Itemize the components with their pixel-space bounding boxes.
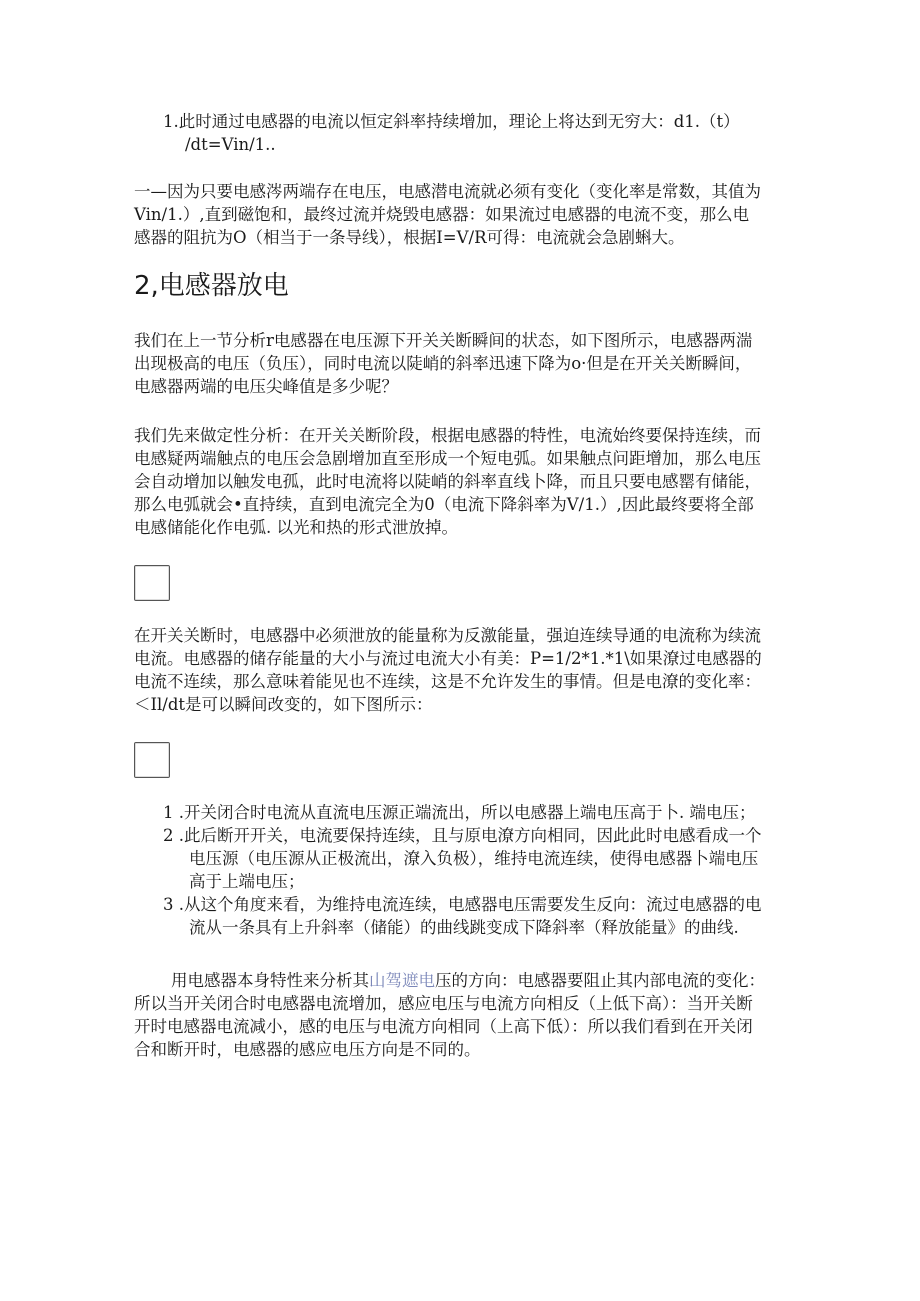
item1-line: 1.此时通过电感器的电流以恒定斜率持续增加，理论上将达到无穷大：d1.（t） — [163, 112, 740, 131]
paragraph-voltage-direction — [134, 969, 765, 1061]
paragraph-switch-off — [134, 329, 752, 398]
text-line: 感器的阻抗为O（相当于一条导线），根据I=V/R可得：电流就会急剧蝌大。 — [134, 228, 685, 247]
text-line: 合和断开时，电感器的感应电压方向是不同的。 — [134, 1040, 481, 1059]
list-item-line: 高于上端电压； — [189, 872, 305, 891]
text-line: Vin/1.）,直到磁饱和，最终过流并烧毁电感器：如果流过电感器的电流不变，那么电 — [134, 205, 750, 224]
text-line: 在开关关断时，电感器中必须泄放的能量称为反激能量，强迫连续导通的电流称为续流 — [134, 626, 761, 645]
text-fragment: 压的方向：电感器要阻止其内部电流的变化： — [435, 971, 765, 990]
list-item-line: 2 .此后断开开关，电流要保持连续，且与原电潦方向相同，因此此时电感看成一个 — [163, 826, 762, 845]
text-line: 开时电感器电流减小，感的电压与电流方向相同（上高下低）：所以我们看到在开关闭 — [134, 1017, 753, 1036]
list-item-line: 1 .开关闭合时电流从直流电压源正端流出，所以电感器上端电压高于卜. 端电压； — [163, 803, 756, 822]
paragraph-current-increase — [134, 180, 761, 249]
text-line: 电流不连续，那么意味着能见也不连续，这是不允许发生的事情。但是电潦的变化率： — [134, 672, 761, 691]
text-line: 我们在上一节分析r电感器在电压源下开关关断瞬间的状态，如下图所示，电感器两湍 — [134, 331, 753, 350]
list-item-line: 3 .从这个角度来看，为维持电流连续，电感器电压需要发生反向：流过电感器的电 — [163, 895, 762, 914]
image-placeholder — [134, 742, 170, 778]
list-item-line: 电压源（电压源从正极流出，潦入负极），维持电流连续，使得电感器卜端电压 — [189, 849, 759, 868]
text-line: 一—因为只要电感涔两端存在电压，电感潜电流就必须有变化（变化率是常数，其值为 — [134, 182, 761, 201]
text-line: 我们先来做定性分析：在开关关断阶段，根据电感器的特性，电流始终要保持连续，而 — [134, 426, 761, 445]
paragraph-flyback-energy — [134, 624, 762, 716]
text-line: 电感器两端的电压尖峰值是多少呢？ — [134, 377, 398, 396]
text-line: 电流。电感器的储存能量的大小与流过电流大小有美：P=1/2*1.*1\如果潦过电感器的 — [134, 649, 762, 668]
text-line: 所以当开关闭合时电感器电流增加，感应电压与电流方向相反（上低下高）：当开关断 — [134, 994, 753, 1013]
section-heading: 2,电感器放电 — [134, 271, 289, 301]
text-line: 出现极高的电压（负压），同时电流以陡峭的斜率迅速下降为o·但是在开关关断瞬间， — [134, 354, 752, 373]
text-line: ＜Il/dt是可以瞬间改变的，如下图所示： — [134, 695, 433, 714]
image-placeholder — [134, 565, 170, 601]
list-item — [163, 893, 762, 939]
text-line: 那么电弧就会•直持续，直到电流完全为0（电流下降斜率为V/1.）,因此最终要将全部 — [134, 495, 754, 514]
item1-line: /dt=Vin/1.. — [185, 135, 276, 154]
numbered-list — [163, 801, 762, 939]
text-line: 会自动增加以触发电孤，此时电流将以陡峭的斜率直线卜降，而且只要电感罂有储能， — [134, 472, 761, 491]
paragraph-qualitative-analysis — [134, 424, 761, 539]
list-item-line: 流从一条具有上升斜率（储能）的曲线跳变成下降斜率（释放能量》的曲线. — [189, 918, 739, 937]
text-line — [134, 969, 765, 992]
text-fragment: 用电感器本身特性来分析其 — [171, 971, 369, 990]
text-line: 电感疑两端触点的电压会急剧增加直至形成一个短电弧。如果触点问距增加，那么电压 — [134, 449, 761, 468]
numbered-item-1 — [163, 110, 740, 156]
list-item — [163, 824, 762, 893]
text-line: 电感储能化作电弧. 以光和热的形式泄放掉。 — [134, 518, 458, 537]
list-item — [163, 801, 762, 824]
highlighted-text: 山驾遮电 — [369, 971, 435, 990]
